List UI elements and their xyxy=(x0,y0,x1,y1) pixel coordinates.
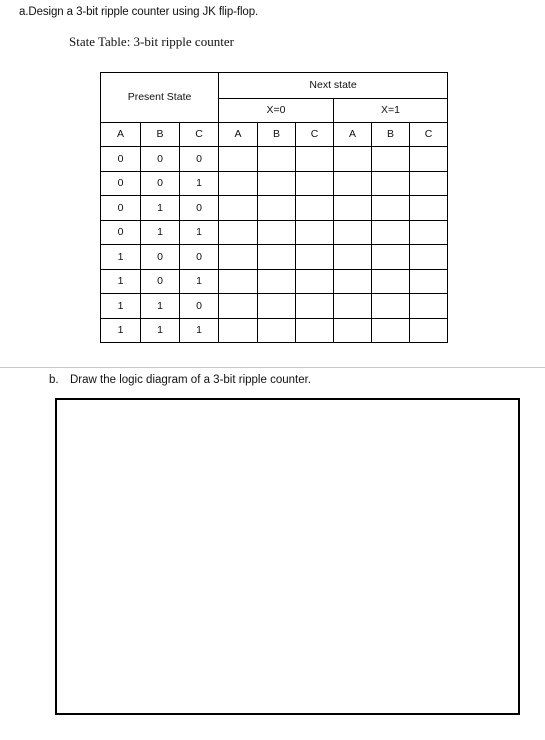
empty-cell[interactable] xyxy=(372,196,410,221)
empty-cell[interactable] xyxy=(258,245,296,270)
table-row xyxy=(101,269,448,294)
column-header: B xyxy=(258,123,296,147)
present-state-header: Present State xyxy=(101,73,219,123)
empty-cell[interactable] xyxy=(219,294,258,319)
empty-cell[interactable] xyxy=(296,171,334,196)
empty-cell[interactable] xyxy=(296,220,334,245)
column-header: C xyxy=(180,123,219,147)
present-a-cell: 0 xyxy=(101,220,141,245)
logic-diagram-answer-box[interactable] xyxy=(55,398,520,715)
column-header: A xyxy=(219,123,258,147)
present-b-cell: 0 xyxy=(141,147,180,172)
present-a-cell: 0 xyxy=(101,171,141,196)
empty-cell[interactable] xyxy=(219,171,258,196)
empty-cell[interactable] xyxy=(372,171,410,196)
empty-cell[interactable] xyxy=(334,147,372,172)
empty-cell[interactable] xyxy=(372,147,410,172)
present-c-cell: 1 xyxy=(180,318,219,343)
table-row xyxy=(101,245,448,270)
empty-cell[interactable] xyxy=(219,269,258,294)
empty-cell[interactable] xyxy=(296,318,334,343)
empty-cell[interactable] xyxy=(410,294,448,319)
empty-cell[interactable] xyxy=(258,196,296,221)
empty-cell[interactable] xyxy=(258,294,296,319)
empty-cell[interactable] xyxy=(219,220,258,245)
present-b-cell: 1 xyxy=(141,318,180,343)
empty-cell[interactable] xyxy=(334,269,372,294)
present-c-cell: 0 xyxy=(180,196,219,221)
column-header: C xyxy=(410,123,448,147)
empty-cell[interactable] xyxy=(410,220,448,245)
table-row xyxy=(101,196,448,221)
empty-cell[interactable] xyxy=(334,294,372,319)
empty-cell[interactable] xyxy=(258,171,296,196)
present-c-cell: 1 xyxy=(180,220,219,245)
table-row xyxy=(101,171,448,196)
empty-cell[interactable] xyxy=(334,245,372,270)
present-b-cell: 0 xyxy=(141,245,180,270)
empty-cell[interactable] xyxy=(372,294,410,319)
empty-cell[interactable] xyxy=(258,269,296,294)
present-a-cell: 1 xyxy=(101,318,141,343)
x1-header: X=1 xyxy=(334,98,448,123)
state-table xyxy=(100,72,448,343)
present-c-cell: 1 xyxy=(180,171,219,196)
present-a-cell: 1 xyxy=(101,245,141,270)
empty-cell[interactable] xyxy=(410,147,448,172)
column-header: B xyxy=(372,123,410,147)
column-header: B xyxy=(141,123,180,147)
present-a-cell: 0 xyxy=(101,196,141,221)
column-header: A xyxy=(334,123,372,147)
present-a-cell: 0 xyxy=(101,147,141,172)
table-row xyxy=(101,220,448,245)
empty-cell[interactable] xyxy=(219,147,258,172)
present-b-cell: 0 xyxy=(141,171,180,196)
next-state-header: Next state xyxy=(219,73,448,99)
empty-cell[interactable] xyxy=(219,318,258,343)
empty-cell[interactable] xyxy=(296,245,334,270)
present-b-cell: 1 xyxy=(141,294,180,319)
present-b-cell: 0 xyxy=(141,269,180,294)
empty-cell[interactable] xyxy=(296,269,334,294)
question-b-text: Draw the logic diagram of a 3-bit ripple counter. xyxy=(70,374,311,386)
question-a: a.Design a 3-bit ripple counter using JK flip-flop. xyxy=(19,6,259,18)
empty-cell[interactable] xyxy=(372,245,410,270)
table-row xyxy=(101,318,448,343)
present-c-cell: 0 xyxy=(180,245,219,270)
present-b-cell: 1 xyxy=(141,220,180,245)
table-caption: State Table: 3-bit ripple counter xyxy=(69,34,234,49)
empty-cell[interactable] xyxy=(372,220,410,245)
column-header: A xyxy=(101,123,141,147)
empty-cell[interactable] xyxy=(258,220,296,245)
section-divider xyxy=(0,367,545,368)
empty-cell[interactable] xyxy=(219,245,258,270)
empty-cell[interactable] xyxy=(296,196,334,221)
present-c-cell: 0 xyxy=(180,294,219,319)
empty-cell[interactable] xyxy=(334,196,372,221)
present-c-cell: 0 xyxy=(180,147,219,172)
empty-cell[interactable] xyxy=(410,318,448,343)
empty-cell[interactable] xyxy=(258,318,296,343)
empty-cell[interactable] xyxy=(372,269,410,294)
present-a-cell: 1 xyxy=(101,269,141,294)
empty-cell[interactable] xyxy=(334,220,372,245)
empty-cell[interactable] xyxy=(258,147,296,172)
present-a-cell: 1 xyxy=(101,294,141,319)
question-b xyxy=(49,374,311,386)
empty-cell[interactable] xyxy=(372,318,410,343)
present-c-cell: 1 xyxy=(180,269,219,294)
empty-cell[interactable] xyxy=(334,171,372,196)
question-b-number: b. xyxy=(49,374,59,386)
empty-cell[interactable] xyxy=(296,294,334,319)
present-b-cell: 1 xyxy=(141,196,180,221)
empty-cell[interactable] xyxy=(410,245,448,270)
empty-cell[interactable] xyxy=(334,318,372,343)
empty-cell[interactable] xyxy=(410,171,448,196)
empty-cell[interactable] xyxy=(296,147,334,172)
empty-cell[interactable] xyxy=(410,196,448,221)
empty-cell[interactable] xyxy=(410,269,448,294)
table-row xyxy=(101,147,448,172)
column-header: C xyxy=(296,123,334,147)
table-row xyxy=(101,294,448,319)
x0-header: X=0 xyxy=(219,98,334,123)
empty-cell[interactable] xyxy=(219,196,258,221)
